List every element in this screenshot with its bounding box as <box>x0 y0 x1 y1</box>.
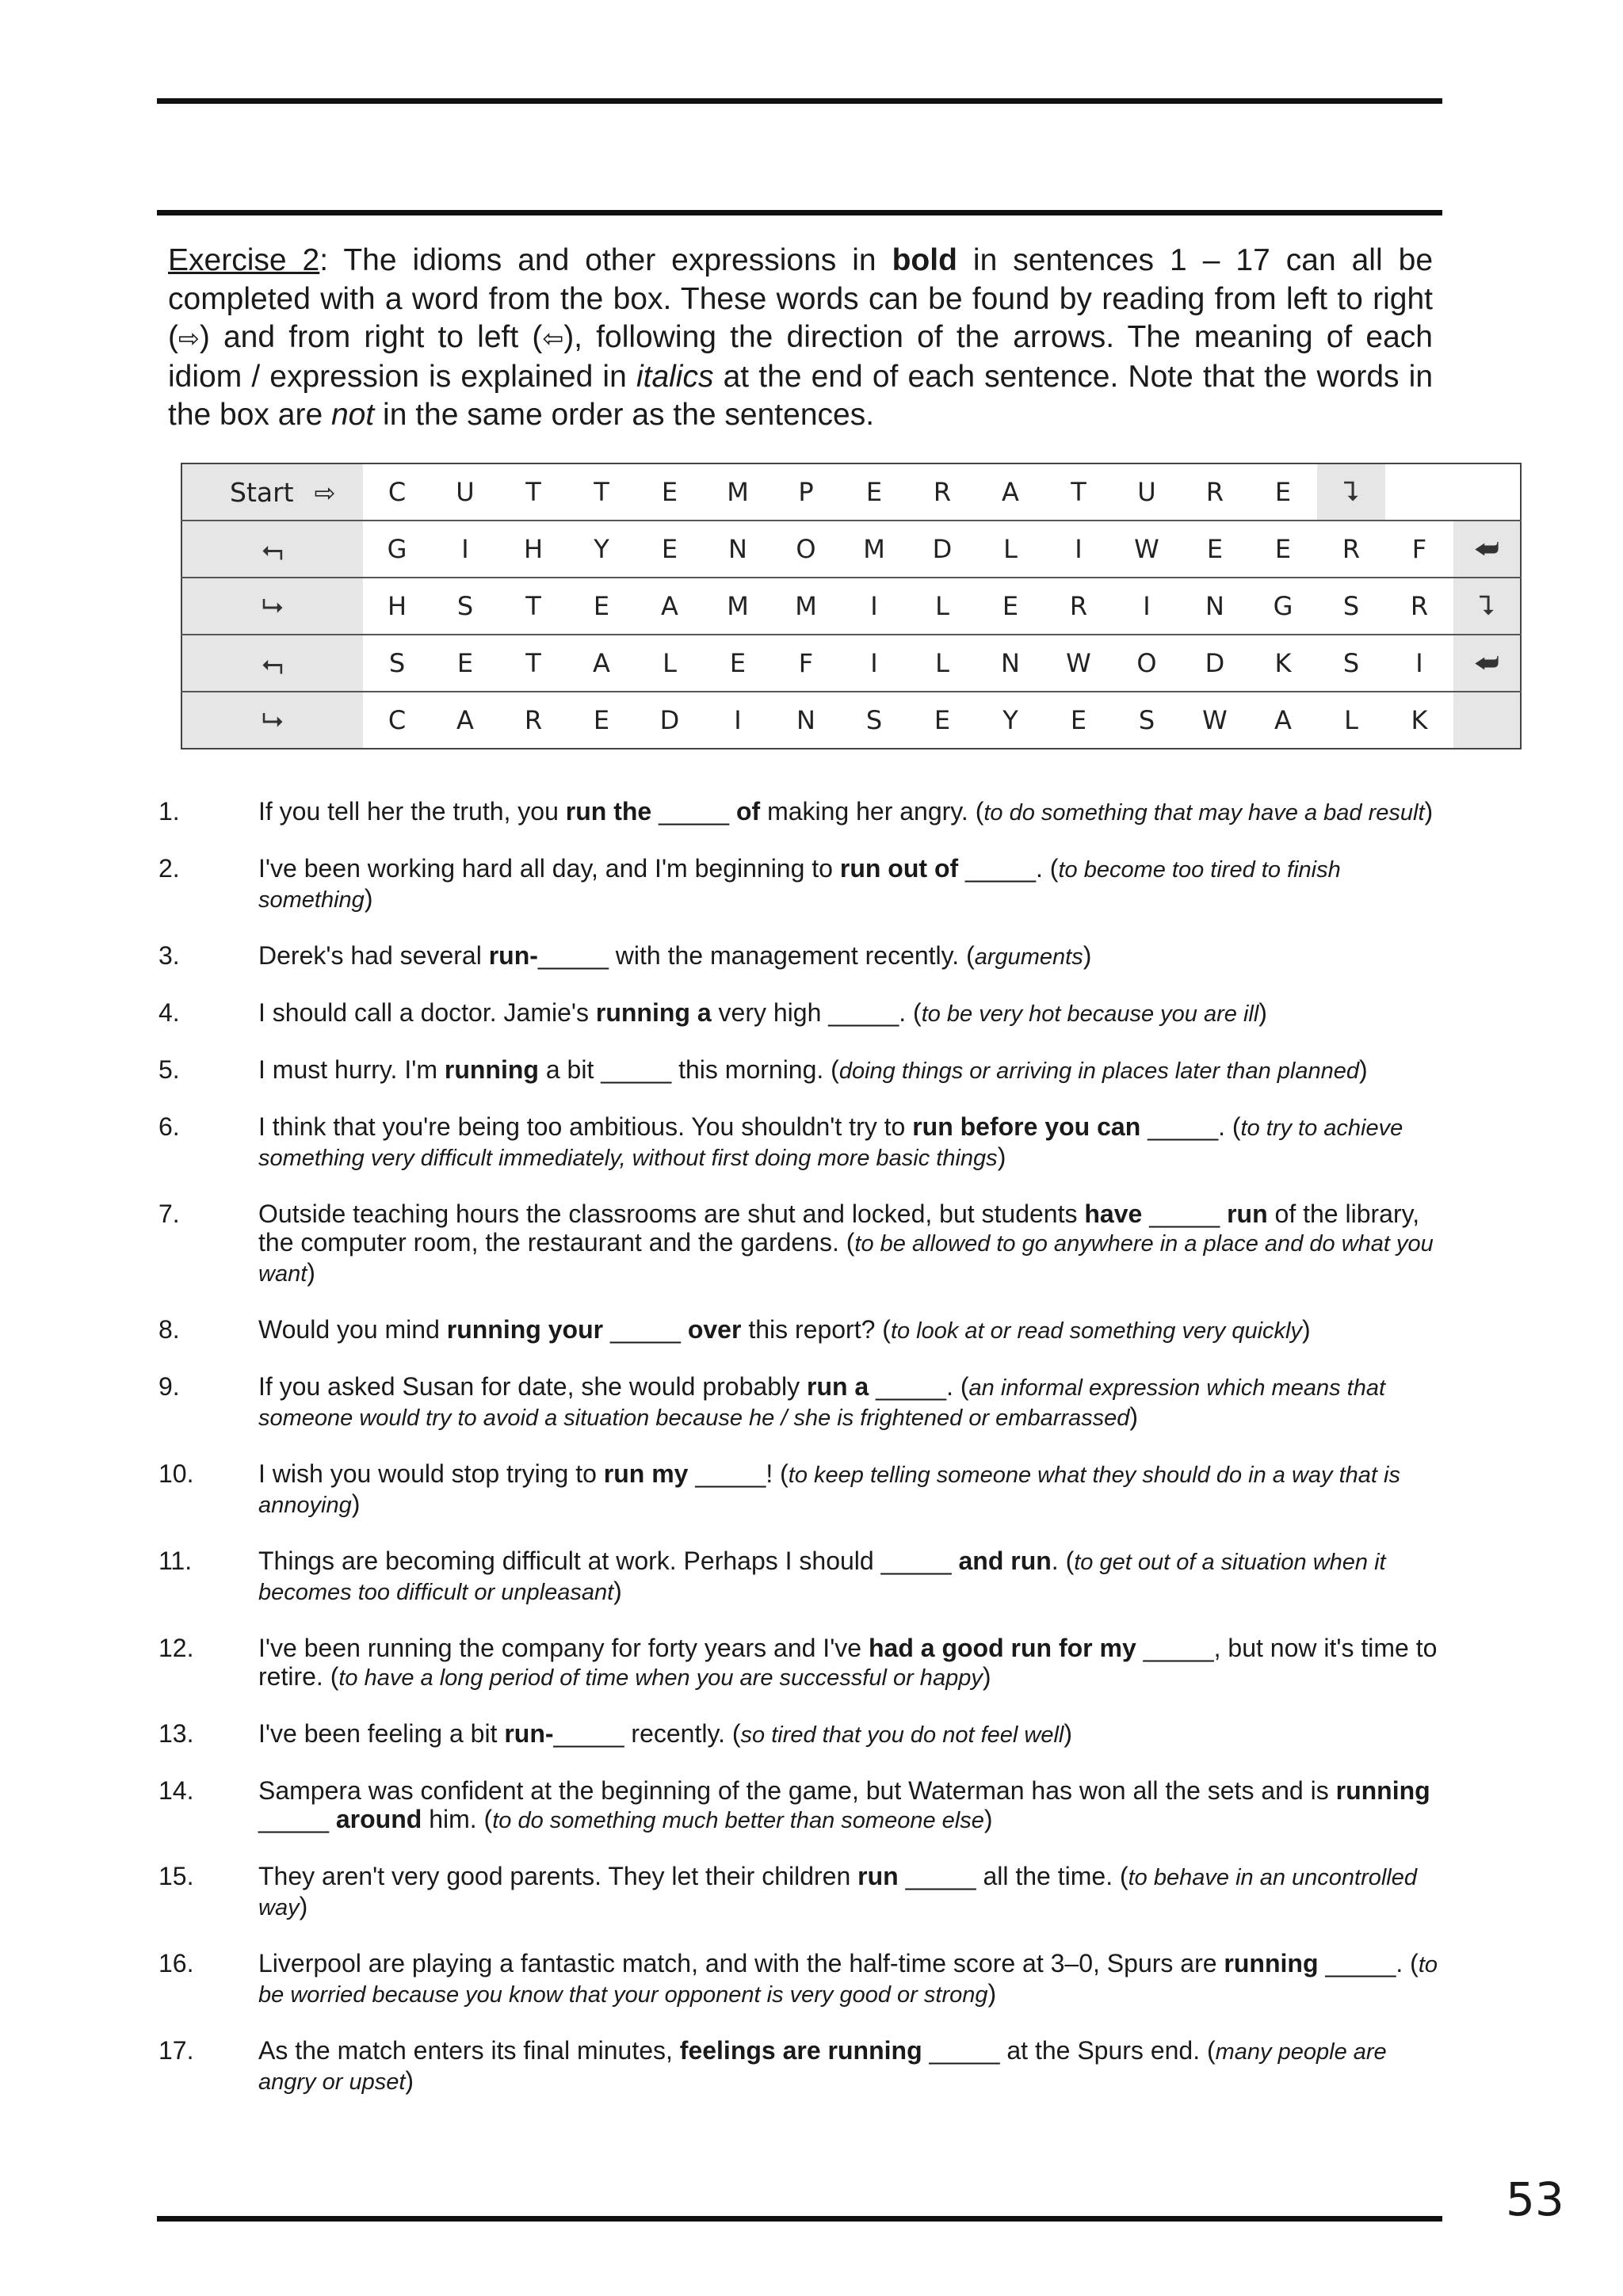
grid-letter: M <box>704 578 772 635</box>
sentence-number: 13. <box>158 1719 194 1748</box>
grid-letter: S <box>431 578 499 635</box>
sentence-number: 16. <box>158 1949 194 1978</box>
row-direction-icon: ⮡ <box>181 578 363 635</box>
grid-letter: Y <box>976 692 1044 749</box>
grid-letter: N <box>704 521 772 578</box>
sentence-item <box>158 2036 1442 2096</box>
sentence-number: 17. <box>158 2036 194 2065</box>
sentence-text <box>258 1547 1442 1607</box>
grid-letter: S <box>363 635 431 692</box>
grid-row <box>181 578 1521 635</box>
sentence-text <box>258 941 1442 971</box>
grid-letter: H <box>363 578 431 635</box>
sentence-fragment: If you asked Susan for date, she would probably <box>258 1372 807 1401</box>
sentence-number: 9. <box>158 1372 180 1401</box>
grid-start-cell <box>181 463 363 521</box>
sentence-fragment: _____ recently. ( <box>553 1719 741 1748</box>
sentence-fragment: making her angry. ( <box>760 797 984 826</box>
grid-letter: L <box>1317 692 1385 749</box>
grid-letter: L <box>908 635 976 692</box>
grid-letter: T <box>1071 477 1086 507</box>
row-turn-icon: ⮧ <box>1317 463 1385 521</box>
grid-row <box>181 692 1521 749</box>
definition-text: doing things or arriving in places later than planned <box>838 1058 1359 1084</box>
row-direction-icon: ⮡ <box>181 692 363 749</box>
grid-end-cell <box>1453 692 1521 749</box>
row-turn-icon: ⮧ <box>1453 578 1521 635</box>
grid-letter: T <box>525 477 541 507</box>
instructions-text: at the end of each sentence. Note that the words in the box are <box>168 359 1434 432</box>
grid-letter: I <box>704 692 772 749</box>
grid-letter: T <box>594 477 609 507</box>
sentence-fragment: Derek's had several <box>258 941 489 970</box>
instructions-text: ) and from right to left ( <box>199 320 543 354</box>
sentence-fragment: ) <box>299 1892 308 1920</box>
sentence-text <box>258 1862 1442 1922</box>
grid-letter: N <box>772 692 840 749</box>
sentence-fragment: _____. ( <box>1318 1949 1419 1978</box>
sentence-number: 6. <box>158 1112 180 1141</box>
sentence-text <box>258 1949 1442 2009</box>
instructions-italic-word: italics <box>636 359 714 394</box>
definition-text: to get out of a situation when it becomes too difficult or unpleasant <box>258 1550 1386 1605</box>
sentence-number: 12. <box>158 1634 194 1662</box>
sentence-text <box>258 1634 1442 1692</box>
sentence-fragment: _____. ( <box>869 1372 969 1401</box>
sentence-item <box>158 941 1442 971</box>
header-rule <box>157 210 1442 215</box>
sentence-fragment: ) <box>1129 1402 1139 1431</box>
grid-letter: S <box>1317 635 1385 692</box>
grid-letter: A <box>431 692 499 749</box>
sentence-text <box>258 1055 1442 1085</box>
idiom-bold-text: running <box>444 1055 539 1084</box>
grid-letter: G <box>363 521 431 578</box>
sentence-text <box>258 1372 1442 1432</box>
sentence-fragment: Outside teaching hours the classrooms are shut and locked, but students <box>258 1199 1085 1228</box>
definition-text: to do something that may have a bad result <box>983 800 1425 826</box>
sentence-fragment: I think that you're being too ambitious. You shouldn't try to <box>258 1112 913 1141</box>
grid-letter: U <box>456 477 475 507</box>
sentence-number: 3. <box>158 941 180 970</box>
sentence-item <box>158 1459 1442 1520</box>
grid-letter: F <box>1385 521 1453 578</box>
grid-letter: S <box>1317 578 1385 635</box>
grid-letter: L <box>636 635 704 692</box>
sentence-fragment: _____! ( <box>688 1459 789 1488</box>
bottom-rule <box>157 2216 1442 2222</box>
grid-letter: L <box>908 578 976 635</box>
sentence-item <box>158 1949 1442 2009</box>
grid-letter: N <box>1181 578 1249 635</box>
grid-letter: I <box>431 521 499 578</box>
sentence-fragment: _____ <box>603 1315 688 1344</box>
grid-letter: I <box>1113 578 1181 635</box>
sentence-fragment: Sampera was confident at the beginning of the game, but Waterman has won all the sets and is <box>258 1776 1336 1805</box>
definition-text: to be allowed to go anywhere in a place and do what you want <box>258 1231 1434 1287</box>
sentence-number: 4. <box>158 998 180 1027</box>
grid-letter: R <box>1205 477 1224 507</box>
grid-letter: G <box>1249 578 1317 635</box>
sentence-item <box>158 1862 1442 1922</box>
grid-letter: E <box>567 578 636 635</box>
row-direction-icon: ⮢ <box>181 521 363 578</box>
sentence-fragment: ) <box>1358 1055 1368 1084</box>
grid-row <box>181 635 1521 692</box>
grid-letter: S <box>840 692 908 749</box>
idiom-bold-text: run <box>1227 1199 1268 1228</box>
idiom-bold-text: over <box>687 1315 742 1344</box>
grid-letter: I <box>840 635 908 692</box>
sentence-fragment: _____ <box>1142 1199 1228 1228</box>
idiom-bold-text: had a good run for my <box>868 1634 1136 1662</box>
sentence-fragment: _____ at the Spurs end. ( <box>922 2036 1216 2065</box>
grid-letter: E <box>704 635 772 692</box>
start-label: Start <box>230 476 294 508</box>
grid-letter: I <box>840 578 908 635</box>
sentence-fragment: a bit _____ this morning. ( <box>538 1055 839 1084</box>
instructions-text: in the same order as the sentences. <box>374 398 875 432</box>
sentence-text <box>258 2036 1442 2096</box>
sentence-fragment: ) <box>1083 941 1092 970</box>
sentence-text <box>258 1199 1442 1288</box>
sentence-text <box>258 797 1442 827</box>
sentence-fragment: _____ with the management recently. ( <box>537 941 975 970</box>
sentence-fragment: If you tell her the truth, you <box>258 797 566 826</box>
row-direction-icon: ⮢ <box>181 635 363 692</box>
right-arrow-icon: ⇨ <box>178 323 200 353</box>
grid-letter: E <box>567 692 636 749</box>
grid-letter: L <box>976 521 1044 578</box>
grid-row <box>181 463 1521 521</box>
sentence-number: 15. <box>158 1862 194 1890</box>
idiom-bold-text: of <box>735 797 761 826</box>
grid-letter: E <box>976 578 1044 635</box>
exercise-instructions <box>168 242 1433 435</box>
grid-letter: A <box>1002 477 1019 507</box>
sentence-fragment: I've been running the company for forty years and I've <box>258 1634 869 1662</box>
sentence-fragment: They aren't very good parents. They let their children <box>258 1862 858 1890</box>
sentence-number: 2. <box>158 854 180 883</box>
grid-letter: A <box>636 578 704 635</box>
sentence-fragment: ) <box>987 1979 997 2008</box>
definition-text: to have a long period of time when you are successful or happy <box>338 1665 983 1691</box>
instructions-text: : The idioms and other expressions in <box>319 243 892 277</box>
grid-letter: M <box>840 521 908 578</box>
sentence-number: 8. <box>158 1315 180 1344</box>
sentence-fragment: very high _____. ( <box>711 998 922 1027</box>
grid-letter: D <box>908 521 976 578</box>
sentence-text <box>258 1719 1442 1749</box>
grid-letter: W <box>1044 635 1113 692</box>
grid-letter: K <box>1249 635 1317 692</box>
grid-letter: E <box>431 635 499 692</box>
sentence-item <box>158 998 1442 1028</box>
grid-letter: E <box>1044 692 1113 749</box>
idiom-bold-text: run out of <box>839 854 959 883</box>
grid-letter: M <box>772 578 840 635</box>
grid-letter: I <box>1385 635 1453 692</box>
sentence-fragment: ) <box>613 1577 622 1605</box>
definition-text: to be worried because you know that your opponent is very good or strong <box>258 1952 1438 2008</box>
idiom-bold-text: running <box>1335 1776 1430 1805</box>
sentence-fragment: I've been working hard all day, and I'm beginning to <box>258 854 840 883</box>
definition-text: to behave in an uncontrolled way <box>258 1865 1418 1920</box>
sentence-item <box>158 1634 1442 1692</box>
sentence-fragment: _____. ( <box>958 854 1059 883</box>
sentence-fragment: I wish you would stop trying to <box>258 1459 604 1488</box>
idiom-bold-text: run a <box>806 1372 869 1401</box>
sentence-fragment: I must hurry. I'm <box>258 1055 445 1084</box>
sentence-fragment: Liverpool are playing a fantastic match, and with the half-time score at 3–0, Spurs are <box>258 1949 1224 1978</box>
sentence-item <box>158 797 1442 827</box>
sentence-fragment: him. ( <box>422 1805 493 1833</box>
sentence-item <box>158 1776 1442 1835</box>
sentence-text <box>258 1315 1442 1345</box>
sentence-fragment: I should call a doctor. Jamie's <box>258 998 596 1027</box>
instructions-bold-word: bold <box>892 243 957 277</box>
sentence-item <box>158 1055 1442 1085</box>
sentence-fragment: _____ <box>651 797 736 826</box>
grid-letter: K <box>1385 692 1453 749</box>
sentence-fragment: ) <box>351 1489 361 1518</box>
sentence-number: 1. <box>158 797 180 826</box>
sentence-number: 11. <box>158 1547 193 1575</box>
grid-letter: R <box>933 477 952 507</box>
sentence-fragment: Things are becoming difficult at work. Perhaps I should _____ <box>258 1547 959 1575</box>
instructions-text: ), following the direction of the arrows. The meaning of each idiom / expression is explained in <box>168 320 1433 394</box>
definition-text: to become too tired to finish something <box>258 857 1341 913</box>
sentence-fragment: ) <box>1301 1315 1311 1344</box>
idiom-bold-text: run the <box>565 797 652 826</box>
definition-text: many people are angry or upset <box>258 2039 1387 2095</box>
sentence-text <box>258 1459 1442 1520</box>
definition-text: to do something much better than someone else <box>492 1808 984 1833</box>
idiom-bold-text: feelings are running <box>679 2036 922 2065</box>
idiom-bold-text: run- <box>504 1719 554 1748</box>
grid-letter: E <box>1181 521 1249 578</box>
grid-letter: E <box>636 521 704 578</box>
grid-letter: A <box>1249 692 1317 749</box>
sentence-fragment: Would you mind <box>258 1315 447 1344</box>
idiom-bold-text: and run <box>958 1547 1052 1575</box>
word-grid <box>181 463 1522 749</box>
sentence-fragment: ) <box>1258 998 1267 1027</box>
row-turn-icon: ⮨ <box>1453 635 1521 692</box>
grid-letter: R <box>499 692 567 749</box>
grid-letter: E <box>908 692 976 749</box>
sentence-number: 5. <box>158 1055 180 1084</box>
grid-letter: P <box>798 477 814 507</box>
sentence-text <box>258 854 1442 914</box>
grid-letter: Y <box>567 521 636 578</box>
left-arrow-icon: ⇦ <box>542 323 564 353</box>
grid-letter: N <box>976 635 1044 692</box>
idiom-bold-text: run <box>857 1862 899 1890</box>
sentence-item <box>158 854 1442 914</box>
sentence-number: 14. <box>158 1776 194 1805</box>
sentence-fragment: this report? ( <box>741 1315 891 1344</box>
start-arrow-icon: ⇨ <box>314 477 336 508</box>
grid-letter: C <box>363 692 431 749</box>
definition-text: arguments <box>974 944 1083 970</box>
top-rule <box>157 98 1442 104</box>
sentence-text <box>258 1776 1442 1835</box>
sentence-fragment: ) <box>307 1258 315 1287</box>
idiom-bold-text: run my <box>603 1459 689 1488</box>
grid-letter: E <box>865 477 883 507</box>
definition-text: to be very hot because you are ill <box>921 1001 1259 1027</box>
grid-letter: R <box>1385 578 1453 635</box>
grid-letter: E <box>1274 477 1292 507</box>
grid-letter: C <box>388 477 407 507</box>
grid-letter: M <box>727 477 749 507</box>
grid-letter: A <box>567 635 636 692</box>
sentence-item <box>158 1547 1442 1607</box>
sentence-item <box>158 1199 1442 1288</box>
sentence-fragment: _____ <box>258 1805 336 1833</box>
sentence-fragment: ) <box>982 1662 991 1691</box>
grid-row <box>181 521 1521 578</box>
sentence-fragment: ) <box>405 2066 414 2095</box>
grid-letter: T <box>499 578 567 635</box>
sentence-fragment: _____ all the time. ( <box>898 1862 1128 1890</box>
sentence-number: 10. <box>158 1459 194 1488</box>
sentence-item <box>158 1719 1442 1749</box>
sentence-list <box>158 797 1442 2123</box>
idiom-bold-text: running your <box>446 1315 604 1344</box>
grid-letter: S <box>1113 692 1181 749</box>
idiom-bold-text: running <box>1224 1949 1319 1978</box>
page-number: 53 <box>1506 2172 1564 2226</box>
sentence-number: 7. <box>158 1199 180 1228</box>
grid-letter: R <box>1044 578 1113 635</box>
grid-letter: W <box>1181 692 1249 749</box>
row-turn-icon: ⮨ <box>1453 521 1521 578</box>
sentence-fragment: I've been feeling a bit <box>258 1719 505 1748</box>
definition-text: to try to achieve something very difficult immediately, without first doing more basic things <box>258 1116 1403 1171</box>
grid-letter: R <box>1317 521 1385 578</box>
sentence-item <box>158 1315 1442 1345</box>
grid-letter: W <box>1113 521 1181 578</box>
grid-letter: H <box>499 521 567 578</box>
idiom-bold-text: around <box>335 1805 422 1833</box>
sentence-fragment: of the library, the computer room, the restaurant and the gardens. ( <box>258 1199 1420 1257</box>
sentence-fragment: _____. ( <box>1140 1112 1241 1141</box>
sentence-fragment: ) <box>1424 797 1434 826</box>
sentence-fragment: As the match enters its final minutes, <box>258 2036 680 2065</box>
grid-letter: E <box>661 477 678 507</box>
sentence-fragment: ) <box>1064 1719 1073 1748</box>
definition-text: to keep telling someone what they should do in a way that is annoying <box>258 1463 1400 1518</box>
grid-letter: D <box>636 692 704 749</box>
definition-text: an informal expression which means that someone would try to avoid a situation because he / she is frightened or embarrassed <box>258 1375 1386 1431</box>
grid-letter: O <box>772 521 840 578</box>
grid-letter: U <box>1137 477 1156 507</box>
sentence-fragment: ) <box>997 1142 1006 1171</box>
word-grid-box <box>181 463 1522 749</box>
grid-letter: F <box>772 635 840 692</box>
sentence-fragment: ) <box>983 1805 993 1833</box>
grid-letter: E <box>1249 521 1317 578</box>
grid-letter: D <box>1181 635 1249 692</box>
sentence-item <box>158 1112 1442 1173</box>
sentence-fragment: ) <box>364 884 373 913</box>
sentence-fragment: . ( <box>1051 1547 1075 1575</box>
idiom-bold-text: run before you can <box>912 1112 1141 1141</box>
instructions-text: in sentences 1 – 17 can all be completed with a word from the box. These words can be found by reading from left to right ( <box>168 243 1434 354</box>
definition-text: to look at or read something very quickly <box>890 1318 1302 1344</box>
grid-letter: T <box>499 635 567 692</box>
idiom-bold-text: running a <box>595 998 712 1027</box>
definition-text: so tired that you do not feel well <box>740 1722 1064 1748</box>
sentence-item <box>158 1372 1442 1432</box>
idiom-bold-text: have <box>1084 1199 1143 1228</box>
sentence-text <box>258 998 1442 1028</box>
idiom-bold-text: run- <box>488 941 538 970</box>
grid-letter: O <box>1113 635 1181 692</box>
exercise-label: Exercise 2 <box>168 243 320 277</box>
instructions-not-word: not <box>330 398 375 432</box>
sentence-text <box>258 1112 1442 1173</box>
sentence-fragment: _____, but now it's time to retire. ( <box>258 1634 1438 1691</box>
grid-letter: I <box>1044 521 1113 578</box>
